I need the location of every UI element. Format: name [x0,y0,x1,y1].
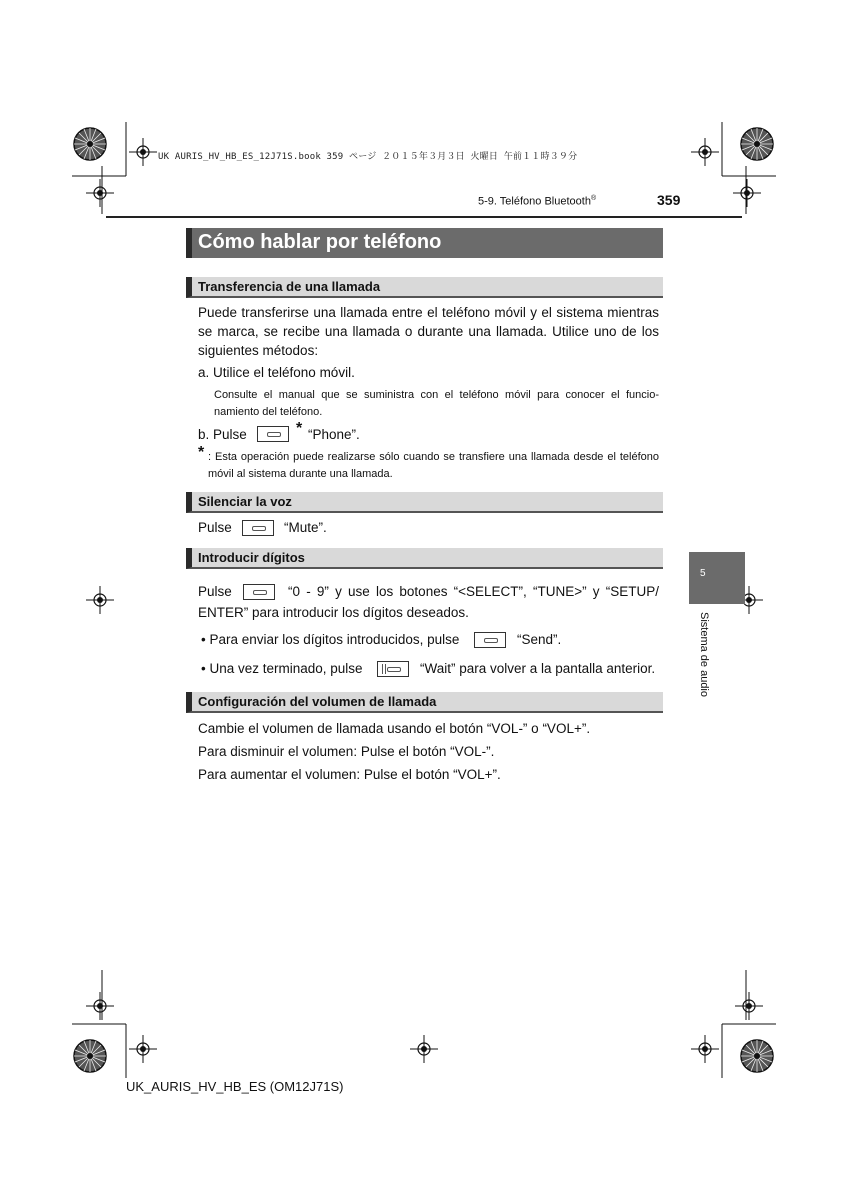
asterisk-mark: * [296,420,303,437]
footer-code: UK_AURIS_HV_HB_ES (OM12J71S) [126,1079,344,1094]
transfer-footnote: : Esta operación puede realizarse sólo cuando se transfiere una llamada desde el teléfono móvil al sistema durante una llamada. [208,451,659,480]
chapter-label: Sistema de audio [698,612,710,697]
chapter-number: 5 [700,568,706,579]
transfer-item-a: a. Utilice el teléfono móvil. [198,365,355,380]
digits-button-icon [243,584,275,600]
wait-button-icon [377,661,409,677]
digits-bullet-send-suffix: “Send”. [517,632,562,647]
transfer-note-a: Consulte el manual que se suministra con el teléfono móvil para conocer el funcio-namiento del teléfono. [214,389,659,418]
footnote-asterisk: * [198,444,205,461]
digits-bullet-wait-suffix: “Wait” para volver a la pantalla anterior. [420,661,656,676]
registered-mark: ® [590,195,597,202]
digits-line1: “0 - 9” y use los botones “<SELECT”, “TUNE>” y “SETUP/ [288,584,659,599]
page-title-bar [186,228,663,258]
section-heading-volume [186,692,663,713]
section-title: 5-9. Teléfono Bluetooth [478,195,591,208]
mute-suffix: “Mute”. [284,520,327,535]
heading-text: Transferencia de una llamada [198,279,381,294]
header-rule [106,216,742,218]
transfer-item-b-suffix: “Phone”. [308,427,360,442]
volume-line3: Para aumentar el volumen: Pulse el botón “VOL+”. [198,767,501,782]
digits-line2: ENTER” para introducir los dígitos deseados. [198,605,469,620]
heading-text: Silenciar la voz [198,494,292,509]
section-heading-transfer [186,277,663,298]
volume-line2: Para disminuir el volumen: Pulse el botón “VOL-”. [198,744,495,759]
chapter-tab [689,552,745,604]
section-header [478,195,596,208]
heading-text: Introducir dígitos [198,550,305,565]
page-number: 359 [657,192,681,208]
digits-bullet-wait: • Una vez terminado, pulse [201,661,363,676]
phone-button-icon [257,426,289,442]
transfer-item-b-prefix: b. Pulse [198,427,247,442]
mute-prefix: Pulse [198,520,232,535]
mute-button-icon [242,520,274,536]
page-title: Cómo hablar por teléfono [198,231,442,253]
section-heading-digits [186,548,663,569]
print-info: UK AURIS_HV_HB_ES_12J71S.book 359 ページ ２０１５年３月３日 火曜日 午前１１時３９分 [158,152,578,162]
digits-prefix: Pulse [198,584,232,599]
transfer-paragraph: Puede transferirse una llamada entre el teléfono móvil y el sistema mientras se marca, se recibe una llamada o durante una llamada. Utilice uno de los siguientes métodos: [198,305,659,358]
heading-text: Configuración del volumen de llamada [198,694,437,709]
send-button-icon [474,632,506,648]
digits-bullet-send: • Para enviar los dígitos introducidos, pulse [201,632,460,647]
volume-line1: Cambie el volumen de llamada usando el botón “VOL-” o “VOL+”. [198,721,591,736]
section-heading-mute [186,492,663,513]
